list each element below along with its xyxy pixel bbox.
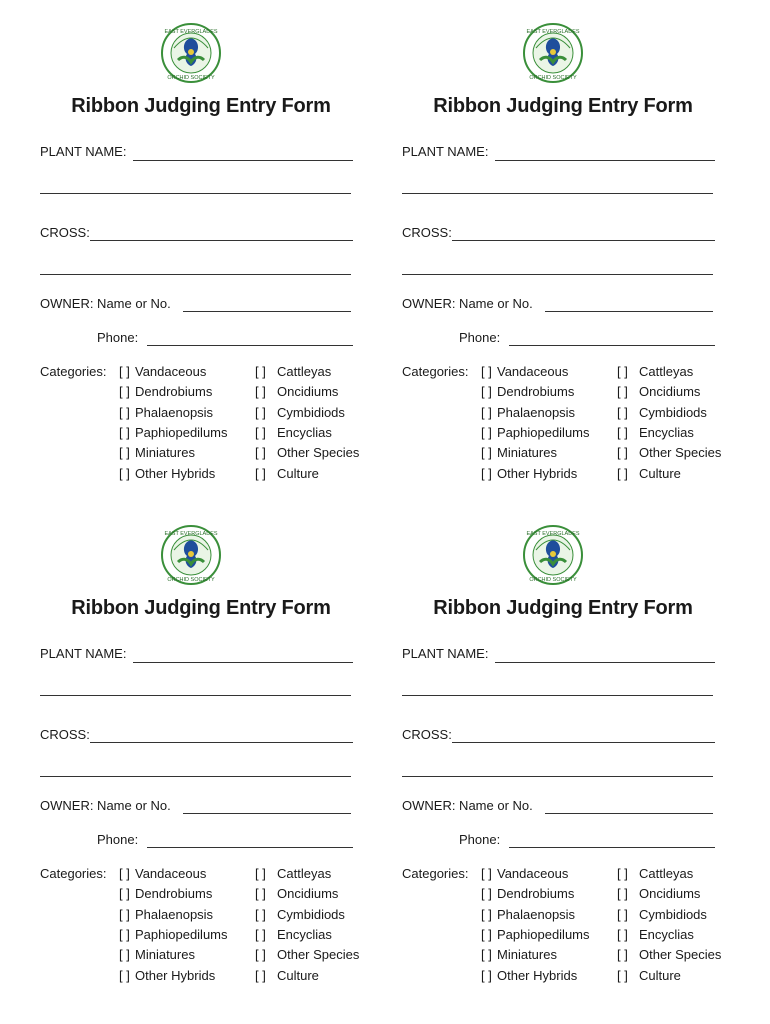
category-label: Phalaenopsis [135, 404, 214, 420]
category-checkbox[interactable] [119, 364, 206, 379]
checkbox-icon[interactable]: [ ] [119, 404, 130, 420]
entry-form-top-left [40, 0, 390, 490]
category-label: Other Hybrids [497, 967, 578, 983]
plant-name-label: PLANT NAME: [402, 646, 489, 661]
cross-label: CROSS: [40, 727, 90, 742]
category-checkbox[interactable] [617, 425, 694, 440]
category-checkbox[interactable] [255, 466, 319, 481]
category-label: Cymbidiods [639, 906, 707, 922]
category-checkbox[interactable] [119, 927, 228, 942]
owner-field[interactable] [183, 311, 351, 312]
form-title: Ribbon Judging Entry Form [433, 95, 693, 117]
checkbox-icon[interactable]: [ ] [119, 424, 130, 440]
form-title: Ribbon Judging Entry Form [71, 95, 331, 117]
form-title: Ribbon Judging Entry Form [433, 597, 693, 619]
checkbox-icon[interactable]: [ ] [119, 947, 130, 963]
category-label: Cattleyas [277, 364, 332, 379]
category-checkbox[interactable] [481, 927, 590, 942]
category-checkbox[interactable] [617, 968, 681, 983]
category-checkbox[interactable] [255, 927, 332, 942]
category-checkbox[interactable] [255, 405, 345, 420]
checkbox-icon[interactable]: [ ] [481, 886, 492, 902]
checkbox-icon[interactable]: [ ] [119, 967, 130, 983]
category-label: Culture [639, 465, 681, 481]
logo-text-top: EAST EVERGLADES [526, 531, 580, 537]
plant-name-label: PLANT NAME: [40, 646, 127, 661]
category-checkbox[interactable] [617, 384, 700, 399]
categories-label: Categories: [40, 364, 107, 379]
category-label: Other Hybrids [135, 967, 216, 983]
category-checkbox[interactable] [255, 907, 345, 922]
category-checkbox[interactable] [255, 445, 359, 460]
owner-label: OWNER: Name or No. [40, 296, 171, 311]
checkbox-icon[interactable]: [ ] [617, 404, 628, 420]
category-label: Cymbidiods [277, 906, 345, 922]
checkbox-icon[interactable]: [ ] [481, 404, 492, 420]
category-checkbox[interactable] [481, 907, 575, 922]
categories-label: Categories: [402, 364, 469, 379]
category-checkbox[interactable] [119, 947, 195, 962]
category-checkbox[interactable] [255, 886, 338, 901]
logo-text-bottom: ORCHID SOCIETY [529, 75, 577, 81]
checkbox-icon[interactable]: [ ] [617, 364, 628, 379]
checkbox-icon[interactable]: [ ] [255, 967, 266, 983]
category-checkbox[interactable] [617, 927, 694, 942]
category-label: Phalaenopsis [135, 906, 214, 922]
categories-label: Categories: [402, 866, 469, 881]
checkbox-icon[interactable]: [ ] [255, 886, 266, 902]
category-checkbox[interactable] [119, 466, 215, 481]
category-checkbox[interactable] [255, 866, 331, 881]
phone-field[interactable] [509, 345, 715, 346]
category-label: Other Species [639, 947, 722, 963]
category-label: Miniatures [135, 445, 195, 461]
checkbox-icon[interactable]: [ ] [481, 384, 492, 400]
checkbox-icon[interactable]: [ ] [255, 465, 266, 481]
checkbox-icon[interactable]: [ ] [617, 967, 628, 983]
category-checkbox[interactable] [255, 364, 331, 379]
category-label: Encyclias [277, 926, 332, 942]
owner-label: OWNER: Name or No. [402, 798, 533, 813]
category-label: Phalaenopsis [497, 404, 576, 420]
category-label: Cymbidiods [639, 404, 707, 420]
logo-text-bottom: ORCHID SOCIETY [167, 577, 215, 583]
category-label: Cymbidiods [277, 404, 345, 420]
checkbox-icon[interactable]: [ ] [617, 445, 628, 461]
plant-name-field[interactable] [495, 160, 715, 161]
phone-label: Phone: [459, 832, 501, 847]
checkbox-icon[interactable]: [ ] [255, 926, 266, 942]
checkbox-icon[interactable]: [ ] [617, 866, 628, 881]
category-label: Oncidiums [639, 384, 701, 400]
category-label: Dendrobiums [497, 384, 575, 400]
category-checkbox[interactable] [119, 425, 228, 440]
category-label: Encyclias [639, 926, 694, 942]
category-checkbox[interactable] [617, 866, 693, 881]
plant-name-label: PLANT NAME: [402, 144, 489, 159]
checkbox-icon[interactable]: [ ] [255, 424, 266, 440]
category-checkbox[interactable] [481, 866, 568, 881]
category-label: Phalaenopsis [497, 906, 576, 922]
checkbox-icon[interactable]: [ ] [617, 384, 628, 400]
category-checkbox[interactable] [617, 405, 707, 420]
category-checkbox[interactable] [617, 466, 681, 481]
category-label: Dendrobiums [497, 886, 575, 902]
plant-name-field-line2[interactable] [40, 695, 351, 696]
cross-field[interactable] [90, 240, 353, 241]
checkbox-icon[interactable]: [ ] [255, 947, 266, 963]
category-label: Vandaceous [497, 866, 569, 881]
category-label: Cattleyas [277, 866, 332, 881]
category-label: Dendrobiums [135, 886, 213, 902]
category-checkbox[interactable] [617, 364, 693, 379]
checkbox-icon[interactable]: [ ] [119, 886, 130, 902]
entry-form-bottom-right [402, 502, 752, 992]
orchid-society-logo-icon [522, 524, 584, 586]
category-label: Other Hybrids [135, 465, 216, 481]
cross-field-line2[interactable] [402, 776, 713, 777]
category-checkbox[interactable] [255, 968, 319, 983]
category-label: Other Species [277, 947, 360, 963]
category-checkbox[interactable] [617, 445, 721, 460]
checkbox-icon[interactable]: [ ] [481, 947, 492, 963]
checkbox-icon[interactable]: [ ] [119, 866, 130, 881]
category-checkbox[interactable] [481, 425, 590, 440]
owner-label: OWNER: Name or No. [402, 296, 533, 311]
category-label: Encyclias [277, 424, 332, 440]
checkbox-icon[interactable]: [ ] [481, 926, 492, 942]
plant-name-field-line2[interactable] [40, 193, 351, 194]
orchid-society-logo-icon [160, 524, 222, 586]
checkbox-icon[interactable]: [ ] [119, 906, 130, 922]
entry-form-bottom-left [40, 502, 390, 992]
category-label: Oncidiums [277, 886, 339, 902]
category-label: Other Species [277, 445, 360, 461]
category-label: Paphiopedilums [497, 424, 590, 440]
logo-text-top: EAST EVERGLADES [526, 29, 580, 35]
checkbox-icon[interactable]: [ ] [617, 424, 628, 440]
plant-name-field[interactable] [495, 662, 715, 663]
checkbox-icon[interactable]: [ ] [119, 465, 130, 481]
phone-field[interactable] [147, 345, 353, 346]
phone-field[interactable] [509, 847, 715, 848]
logo-text-top: EAST EVERGLADES [164, 29, 218, 35]
category-checkbox[interactable] [119, 968, 215, 983]
category-label: Oncidiums [639, 886, 701, 902]
owner-field[interactable] [183, 813, 351, 814]
checkbox-icon[interactable]: [ ] [481, 424, 492, 440]
phone-label: Phone: [97, 832, 139, 847]
logo-text-bottom: ORCHID SOCIETY [529, 577, 577, 583]
phone-field[interactable] [147, 847, 353, 848]
checkbox-icon[interactable]: [ ] [617, 906, 628, 922]
owner-field[interactable] [545, 311, 713, 312]
category-checkbox[interactable] [617, 886, 700, 901]
checkbox-icon[interactable]: [ ] [617, 926, 628, 942]
category-label: Miniatures [497, 445, 557, 461]
logo-text-bottom: ORCHID SOCIETY [167, 75, 215, 81]
category-label: Other Hybrids [497, 465, 578, 481]
category-label: Miniatures [497, 947, 557, 963]
category-label: Paphiopedilums [497, 926, 590, 942]
cross-label: CROSS: [40, 225, 90, 240]
categories-label: Categories: [40, 866, 107, 881]
category-checkbox[interactable] [617, 907, 707, 922]
category-checkbox[interactable] [119, 445, 195, 460]
category-label: Vandaceous [135, 866, 207, 881]
cross-label: CROSS: [402, 727, 452, 742]
category-label: Paphiopedilums [135, 424, 228, 440]
category-checkbox[interactable] [119, 866, 206, 881]
cross-field[interactable] [452, 240, 715, 241]
category-checkbox[interactable] [255, 384, 338, 399]
category-checkbox[interactable] [481, 364, 568, 379]
checkbox-icon[interactable]: [ ] [255, 404, 266, 420]
plant-name-field-line2[interactable] [402, 193, 713, 194]
category-label: Paphiopedilums [135, 926, 228, 942]
category-label: Culture [639, 967, 681, 983]
plant-name-label: PLANT NAME: [40, 144, 127, 159]
plant-name-field-line2[interactable] [402, 695, 713, 696]
category-label: Dendrobiums [135, 384, 213, 400]
phone-label: Phone: [459, 330, 501, 345]
category-checkbox[interactable] [481, 466, 577, 481]
category-label: Cattleyas [639, 364, 694, 379]
cross-field-line2[interactable] [40, 776, 351, 777]
category-label: Oncidiums [277, 384, 339, 400]
checkbox-icon[interactable]: [ ] [481, 866, 492, 881]
category-checkbox[interactable] [481, 968, 577, 983]
checkbox-icon[interactable]: [ ] [617, 947, 628, 963]
category-checkbox[interactable] [119, 886, 212, 901]
category-checkbox[interactable] [481, 947, 557, 962]
category-checkbox[interactable] [481, 445, 557, 460]
form-title: Ribbon Judging Entry Form [71, 597, 331, 619]
checkbox-icon[interactable]: [ ] [255, 445, 266, 461]
checkbox-icon[interactable]: [ ] [119, 364, 130, 379]
category-checkbox[interactable] [119, 384, 212, 399]
category-label: Vandaceous [497, 364, 569, 379]
orchid-society-logo-icon [522, 22, 584, 84]
logo-text-top: EAST EVERGLADES [164, 531, 218, 537]
checkbox-icon[interactable]: [ ] [255, 364, 266, 379]
checkbox-icon[interactable]: [ ] [255, 384, 266, 400]
cross-field-line2[interactable] [40, 274, 351, 275]
cross-field[interactable] [90, 742, 353, 743]
checkbox-icon[interactable]: [ ] [481, 465, 492, 481]
cross-field-line2[interactable] [402, 274, 713, 275]
checkbox-icon[interactable]: [ ] [255, 906, 266, 922]
checkbox-icon[interactable]: [ ] [481, 364, 492, 379]
category-label: Miniatures [135, 947, 195, 963]
category-checkbox[interactable] [119, 907, 213, 922]
plant-name-field[interactable] [133, 662, 353, 663]
category-checkbox[interactable] [255, 425, 332, 440]
plant-name-field[interactable] [133, 160, 353, 161]
owner-field[interactable] [545, 813, 713, 814]
checkbox-icon[interactable]: [ ] [481, 445, 492, 461]
category-label: Vandaceous [135, 364, 207, 379]
checkbox-icon[interactable]: [ ] [255, 866, 266, 881]
checkbox-icon[interactable]: [ ] [119, 384, 130, 400]
orchid-society-logo-icon [160, 22, 222, 84]
category-checkbox[interactable] [617, 947, 721, 962]
category-label: Encyclias [639, 424, 694, 440]
cross-label: CROSS: [402, 225, 452, 240]
cross-field[interactable] [452, 742, 715, 743]
entry-form-top-right [402, 0, 752, 490]
phone-label: Phone: [97, 330, 139, 345]
category-label: Other Species [639, 445, 722, 461]
category-label: Cattleyas [639, 866, 694, 881]
checkbox-icon[interactable]: [ ] [119, 926, 130, 942]
owner-label: OWNER: Name or No. [40, 798, 171, 813]
checkbox-icon[interactable]: [ ] [617, 886, 628, 902]
category-checkbox[interactable] [119, 405, 213, 420]
category-label: Culture [277, 465, 319, 481]
category-label: Culture [277, 967, 319, 983]
category-checkbox[interactable] [481, 405, 575, 420]
category-checkbox[interactable] [255, 947, 359, 962]
checkbox-icon[interactable]: [ ] [481, 906, 492, 922]
checkbox-icon[interactable]: [ ] [119, 445, 130, 461]
checkbox-icon[interactable]: [ ] [617, 465, 628, 481]
checkbox-icon[interactable]: [ ] [481, 967, 492, 983]
category-checkbox[interactable] [481, 384, 574, 399]
category-checkbox[interactable] [481, 886, 574, 901]
